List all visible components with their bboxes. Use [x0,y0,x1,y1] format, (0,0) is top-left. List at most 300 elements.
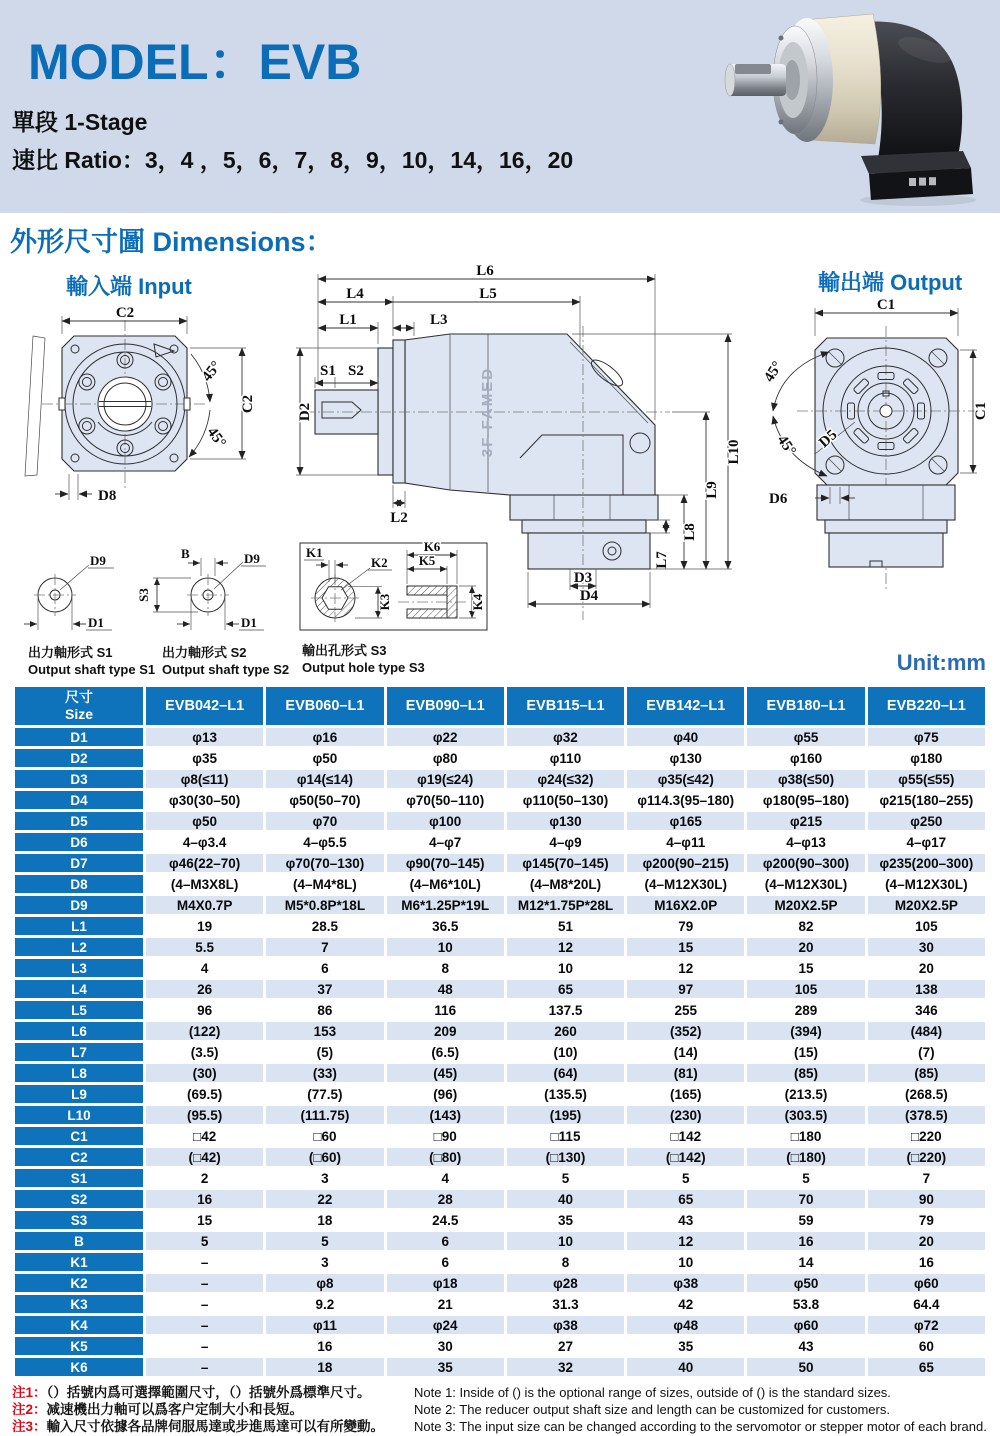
dimension-value: 153 [266,1022,383,1040]
dimension-value: (484) [868,1022,985,1040]
dimension-value: 5 [146,1232,263,1250]
dimension-value: φ38 [627,1274,744,1292]
dimension-value: φ28 [507,1274,624,1292]
dimension-value: □60 [266,1127,383,1145]
table-row [15,770,985,788]
shaft-end [725,64,735,96]
dimension-value: 53.8 [747,1295,864,1313]
note-zh-2: 注2：减速機出力軸可以爲客户定制大小和長短。 [12,1402,304,1417]
row-header: D4 [15,791,143,809]
dimension-value: (303.5) [747,1106,864,1124]
model-column-header: EVB060–L1 [266,687,383,725]
dimension-value: 4–φ7 [387,833,504,851]
dimension-value: 4 [146,959,263,977]
table-row [15,854,985,872]
brand-mark [909,177,936,186]
dimension-value: φ24 [387,1316,504,1334]
note-en-1: Note 1: Inside of () is the optional range of sizes, outside of () is the standard sizes. [414,1385,891,1400]
size-column-header: 尺寸 Size [15,687,143,725]
dimension-value: M20X2.5P [747,896,864,914]
dimension-value: 5.5 [146,938,263,956]
dimension-value: (64) [507,1064,624,1082]
dimension-value: 65 [627,1190,744,1208]
dimension-value: (5) [266,1043,383,1061]
caption-shaft-s1: 出力軸形式 S1 Output shaft type S1 [28,645,156,677]
dimension-value: (213.5) [747,1085,864,1103]
dimension-value: 15 [747,959,864,977]
dimension-value: φ60 [747,1316,864,1334]
dim-label: D1 [241,615,257,630]
footnotes-chinese [12,1384,414,1435]
dimension-value: 64.4 [868,1295,985,1313]
dimensions-heading: 外形尺寸圖 Dimensions： [10,227,333,257]
dimension-value: (378.5) [868,1106,985,1124]
model-column-header: EVB142–L1 [627,687,744,725]
table-row [15,1253,985,1271]
dim-label: C1 [973,401,989,421]
dimension-value: 20 [868,959,985,977]
dim-label: D8 [98,488,117,504]
output-shaft-type-s1-drawing [24,553,114,630]
row-header: S3 [15,1211,143,1229]
dimensions-table [12,684,988,1379]
row-header: B [15,1232,143,1250]
dim-label: C1 [876,297,896,313]
dimension-value: M16X2.0P [627,896,744,914]
dimension-value: 6 [387,1253,504,1271]
row-header: C2 [15,1148,143,1166]
dimension-value: □90 [387,1127,504,1145]
table-row [15,1085,985,1103]
dimension-value: 20 [747,938,864,956]
dimension-value: 28.5 [266,917,383,935]
dimension-value: 65 [507,980,624,998]
row-header: D6 [15,833,143,851]
dimension-value: φ48 [627,1316,744,1334]
dimension-value: φ11 [266,1316,383,1334]
dimension-value: φ14(≤14) [266,770,383,788]
dim-label: L3 [430,312,448,328]
dimension-value: 12 [627,1232,744,1250]
dimension-value: 30 [387,1337,504,1355]
table-row [15,1064,985,1082]
dimension-value: 7 [266,938,383,956]
dimension-value: φ215 [747,812,864,830]
dimension-value: 5 [507,1169,624,1187]
dim-label: K3 [377,593,392,611]
dimension-value: φ19(≤24) [387,770,504,788]
dimension-value: 79 [627,917,744,935]
dimension-value: (4–M12X30L) [627,875,744,893]
dimension-value: 28 [387,1190,504,1208]
table-row [15,1169,985,1187]
table-row [15,1127,985,1145]
mount-flange-3 [528,533,650,569]
dimension-value: 16 [747,1232,864,1250]
dimension-value: φ90(70–145) [387,854,504,872]
row-header: K6 [15,1358,143,1376]
table-row [15,1022,985,1040]
dimension-value: 4–φ5.5 [266,833,383,851]
row-header: L3 [15,959,143,977]
row-header: L1 [15,917,143,935]
dimension-value: 90 [868,1190,985,1208]
dimension-value: 15 [627,938,744,956]
dimension-value: 6 [266,959,383,977]
dimension-value: 22 [266,1190,383,1208]
table-row [15,791,985,809]
dimension-value: 43 [627,1211,744,1229]
page-title: MODEL：EVB [28,34,362,90]
dim-label: 45° [773,432,799,459]
dimension-value: 43 [747,1337,864,1355]
dim-label: D1 [88,615,104,630]
dim-label: S1 [320,363,336,379]
dim-label: D9 [244,551,260,566]
dimension-value: (4–M6*10L) [387,875,504,893]
dim-label: S3 [136,588,151,602]
dimension-value: 4–φ11 [627,833,744,851]
flange-bolt [779,120,784,125]
dimension-value: φ35(≤42) [627,770,744,788]
table-row [15,938,985,956]
dimension-value: □180 [747,1127,864,1145]
table-row [15,812,985,830]
dimension-value: φ100 [387,812,504,830]
model-column-header: EVB220–L1 [868,687,985,725]
dimension-value: 5 [266,1232,383,1250]
dimension-value: 5 [627,1169,744,1187]
dim-label: 45° [199,358,225,385]
caption-hole-s3: 輸出孔形式 S3 Output hole type S3 [302,643,425,675]
dim-label: K4 [470,593,485,611]
table-row [15,1337,985,1355]
dimension-value: φ114.3(95–180) [627,791,744,809]
dimension-value: (4–M12X30L) [747,875,864,893]
dimension-value: (135.5) [507,1085,624,1103]
dim-label: D5 [816,426,841,452]
table-row [15,1043,985,1061]
output-view-drawing [745,292,995,617]
dimension-value: 18 [266,1211,383,1229]
dimension-value: 31.3 [507,1295,624,1313]
table-row [15,1316,985,1334]
output-hole-type-s3-drawing [300,539,487,630]
dimension-value: 4–φ13 [747,833,864,851]
dimension-value: 4–φ3.4 [146,833,263,851]
dimension-value: (33) [266,1064,383,1082]
dimension-value: 209 [387,1022,504,1040]
dimension-value: 12 [507,938,624,956]
footnotes-english [414,1384,990,1435]
dimension-value: 50 [747,1358,864,1376]
dimension-value: M5*0.8P*18L [266,896,383,914]
dimension-value: – [146,1358,263,1376]
flange-bolt [779,36,784,41]
dimension-value: φ24(≤32) [507,770,624,788]
dimension-value: M6*1.25P*19L [387,896,504,914]
row-header: L10 [15,1106,143,1124]
dimension-value: 42 [627,1295,744,1313]
row-header: S1 [15,1169,143,1187]
dimension-value: (□60) [266,1148,383,1166]
model-column-header: EVB090–L1 [387,687,504,725]
dimension-value: φ32 [507,728,624,746]
dimension-value: φ200(90–215) [627,854,744,872]
dimension-value: (352) [627,1022,744,1040]
table-row [15,1232,985,1250]
dimension-value: 2 [146,1169,263,1187]
dimension-value: □42 [146,1127,263,1145]
dimension-value: – [146,1337,263,1355]
dimension-value: (14) [627,1043,744,1061]
dimension-value: 19 [146,917,263,935]
dimension-value: (7) [868,1043,985,1061]
footnotes [12,1384,990,1435]
dimension-value: 138 [868,980,985,998]
dimension-value: (111.75) [266,1106,383,1124]
dimension-value: (15) [747,1043,864,1061]
dim-label: K1 [306,545,323,560]
dimension-value: 5 [747,1169,864,1187]
dimension-value: (4–M4*8L) [266,875,383,893]
dim-label: L10 [726,439,742,465]
dimension-value: – [146,1274,263,1292]
dimension-value: (4–M12X30L) [868,875,985,893]
note-zh-1: 注1：（）括號内爲可選擇範圍尺寸，（）括號外爲標準尺寸。 [12,1385,371,1400]
unit-label: Unit:mm [896,650,986,675]
dimension-value: (165) [627,1085,744,1103]
note-zh-3: 注3：輸入尺寸依據各品牌伺服馬達或步進馬達可以有所變動。 [12,1419,385,1434]
dimension-value: 346 [868,1001,985,1019]
dimension-value: (268.5) [868,1085,985,1103]
dimension-value: φ50 [146,812,263,830]
stage-line: 單段 1-Stage [12,109,148,135]
flange-hub [784,60,800,100]
dimension-value: 36.5 [387,917,504,935]
row-header: D2 [15,749,143,767]
table-row [15,749,985,767]
row-header: D9 [15,896,143,914]
dimension-value: 27 [507,1337,624,1355]
dimension-value: 26 [146,980,263,998]
dim-label: S2 [348,363,364,379]
dimension-value: (4–M3X8L) [146,875,263,893]
dimension-value: φ130 [507,812,624,830]
dimension-value: φ40 [627,728,744,746]
table-row [15,959,985,977]
dimension-value: 8 [387,959,504,977]
dimension-value: (□130) [507,1148,624,1166]
dimension-value: (143) [387,1106,504,1124]
dimension-value: φ46(22–70) [146,854,263,872]
table-row [15,1001,985,1019]
dimension-value: φ70 [266,812,383,830]
dimension-value: 37 [266,980,383,998]
dimension-value: 15 [146,1211,263,1229]
dimension-value: □220 [868,1127,985,1145]
dimension-value: (230) [627,1106,744,1124]
note-en-2: Note 2: The reducer output shaft size and length can be customized for customers. [414,1402,890,1417]
dimension-value: φ50(50–70) [266,791,383,809]
dimension-value: (77.5) [266,1085,383,1103]
dimension-value: φ50 [747,1274,864,1292]
dimension-value: φ8 [266,1274,383,1292]
dimension-value: 3 [266,1253,383,1271]
row-header: D8 [15,875,143,893]
dimension-value: φ8(≤11) [146,770,263,788]
dimension-value: 10 [507,959,624,977]
shaft-detail-drawings [18,538,533,648]
input-view-title: 輸入端 Input [66,274,192,299]
dimension-value: φ70(50–110) [387,791,504,809]
dimension-value: φ22 [387,728,504,746]
dimension-value: 20 [868,1232,985,1250]
table-row [15,1211,985,1229]
dim-label: D3 [573,570,593,586]
dimension-value: 79 [868,1211,985,1229]
dimension-value: (10) [507,1043,624,1061]
dimension-value: 16 [266,1337,383,1355]
dimension-value: (69.5) [146,1085,263,1103]
dim-label: 45° [203,424,229,451]
dimension-value: 48 [387,980,504,998]
dimension-value: 10 [627,1253,744,1271]
output-body-block3 [829,533,943,567]
dimension-value: φ215(180–255) [868,791,985,809]
table-row [15,917,985,935]
dimension-value: 8 [507,1253,624,1271]
dim-label: D2 [297,402,313,422]
dimension-value: 10 [387,938,504,956]
dimension-value: φ160 [747,749,864,767]
table-row [15,1190,985,1208]
row-header: K5 [15,1337,143,1355]
table-row [15,896,985,914]
dim-label: D6 [769,491,788,507]
row-header: L2 [15,938,143,956]
table-row [15,875,985,893]
dimension-value: 40 [627,1358,744,1376]
dimension-value: (394) [747,1022,864,1040]
dimension-value: φ110(50–130) [507,791,624,809]
dimension-value: (□42) [146,1148,263,1166]
dimension-value: (6.5) [387,1043,504,1061]
dimension-value: 24.5 [387,1211,504,1229]
dimension-value: φ30(30–50) [146,791,263,809]
dimension-value: 51 [507,917,624,935]
dim-label: L5 [479,286,497,302]
dimension-value: (□80) [387,1148,504,1166]
dimension-value: 32 [507,1358,624,1376]
dimension-value: φ70(70–130) [266,854,383,872]
table-row [15,1274,985,1292]
dimension-value: 4 [387,1169,504,1187]
product-photo [703,4,995,209]
dimension-value: φ18 [387,1274,504,1292]
dimension-value: (95.5) [146,1106,263,1124]
mount-flange-1 [510,495,658,520]
dim-label: K6 [423,539,441,554]
dimension-value: 35 [627,1337,744,1355]
gearbox-body-outline [405,334,655,495]
dimension-value: 9.2 [266,1295,383,1313]
dimension-value: (30) [146,1064,263,1082]
dimension-value: φ38 [507,1316,624,1334]
dimension-value: 7 [868,1169,985,1187]
dimension-value: φ80 [387,749,504,767]
dimension-value: 16 [146,1190,263,1208]
dimension-value: 35 [387,1358,504,1376]
table-row [15,1358,985,1376]
dimension-value: 4–φ17 [868,833,985,851]
dimension-value: φ38(≤50) [747,770,864,788]
dimension-value: 18 [266,1358,383,1376]
row-header: D5 [15,812,143,830]
dim-label: L4 [346,286,364,302]
row-header: K4 [15,1316,143,1334]
dimension-value: 289 [747,1001,864,1019]
dimension-value: – [146,1316,263,1334]
dimension-value: (96) [387,1085,504,1103]
dim-label: 45° [761,358,786,386]
dimension-value: φ16 [266,728,383,746]
dimension-value: 70 [747,1190,864,1208]
row-header: L9 [15,1085,143,1103]
dimension-value: 82 [747,917,864,935]
dim-label: L6 [476,263,494,279]
dimension-value: (195) [507,1106,624,1124]
row-header: L8 [15,1064,143,1082]
row-header: C1 [15,1127,143,1145]
dimension-value: (□180) [747,1148,864,1166]
dimension-value: φ145(70–145) [507,854,624,872]
dimension-value: φ50 [266,749,383,767]
dimension-value: φ110 [507,749,624,767]
brand-logo-text: 3F FAMED [479,366,496,458]
row-header: L6 [15,1022,143,1040]
dimension-value: 96 [146,1001,263,1019]
dimension-value: 12 [627,959,744,977]
dimension-value: 255 [627,1001,744,1019]
dim-label: L8 [682,523,698,541]
dim-label: L9 [704,481,720,499]
dimension-value: φ180 [868,749,985,767]
ratio-line: 速比 Ratio：3，4 ，5，6，7，8，9，10，14，16，20 [12,147,574,173]
dimension-value: 35 [507,1211,624,1229]
row-header: D3 [15,770,143,788]
dimension-value: 59 [747,1211,864,1229]
output-body-block1 [817,485,955,520]
row-header: L7 [15,1043,143,1061]
dimension-value: (81) [627,1064,744,1082]
dimension-value: φ180(95–180) [747,791,864,809]
dimension-value: φ200(90–300) [747,854,864,872]
row-header: S2 [15,1190,143,1208]
dim-label: K2 [371,555,388,570]
input-flange-side [378,348,393,475]
model-column-header: EVB180–L1 [747,687,864,725]
shaft-keyway [735,64,771,74]
output-body-block2 [825,520,947,533]
dimension-value: 30 [868,938,985,956]
dimension-value: 6 [387,1232,504,1250]
dimension-value: 40 [507,1190,624,1208]
dim-label: K5 [418,553,436,568]
dim-label: C2 [240,394,256,414]
dimension-value: M4X0.7P [146,896,263,914]
dimension-value: □142 [627,1127,744,1145]
